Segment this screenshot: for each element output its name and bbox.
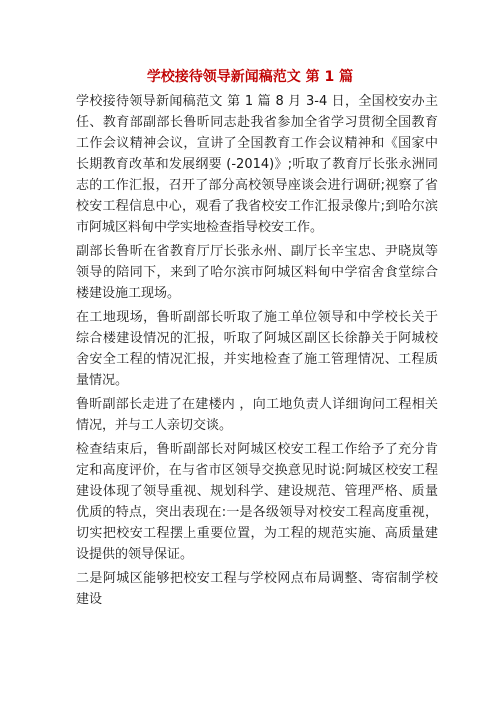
paragraph-5: 检查结束后，鲁昕副部长对阿城区校安工程工作给予了充分肯定和高度评价，在与省市区领导交换意见时说:阿城区校安工程建设体现了领导重视、规划科学、建设规范、管理严格、质量优质的特点，突出表现在:一是各级领导对校安工程高度重视，切实把校安工程摆上重要位置，为工程的规范实施、高质量建设提供的领导保证。 <box>76 442 438 562</box>
paragraph-2: 副部长鲁昕在省教育厅厅长张永州、副厅长辛宝忠、尹晓岚等领导的陪同下，来到了哈尔滨市阿城区料甸中学宿舍食堂综合楼建设施工现场。 <box>76 244 438 301</box>
paragraph-4: 鲁昕副部长走进了在建楼内 ，向工地负责人详细询问工程相关情况，并与工人亲切交谈。 <box>76 397 438 433</box>
document-title: 学校接待领导新闻稿范文 第 1 篇 <box>146 69 354 85</box>
paragraph-6: 二是阿城区能够把校安工程与学校网点布局调整、寄宿制学校建设 <box>76 571 438 607</box>
paragraph-3: 在工地现场，鲁昕副部长听取了施工单位领导和中学校长关于综合楼建设情况的汇报，听取了阿城区副区长徐静关于阿城校舍安全工程的情况汇报，并实地检查了施工管理情况、工程质量情况。 <box>76 310 438 388</box>
paragraph-1: 学校接待领导新闻稿范文 第 1 篇 8 月 3-4 日，全国校安办主任、教育部副部长鲁昕同志赴我省参加全省学习贯彻全国教育工作会议精神会议，宣讲了全国教育工作会议精神和《国家中长期教育改革和发展纲要 (-2014)》;听取了教育厅长张永洲同志的工作汇报，召开了部分高校领导座谈会进行调研;视察了省校安工程信息中心，观看了我省校安工作汇报录像片;到哈尔滨市阿城区料甸中学实地检查指导校安工作。 <box>76 94 438 235</box>
document-body <box>76 91 438 613</box>
